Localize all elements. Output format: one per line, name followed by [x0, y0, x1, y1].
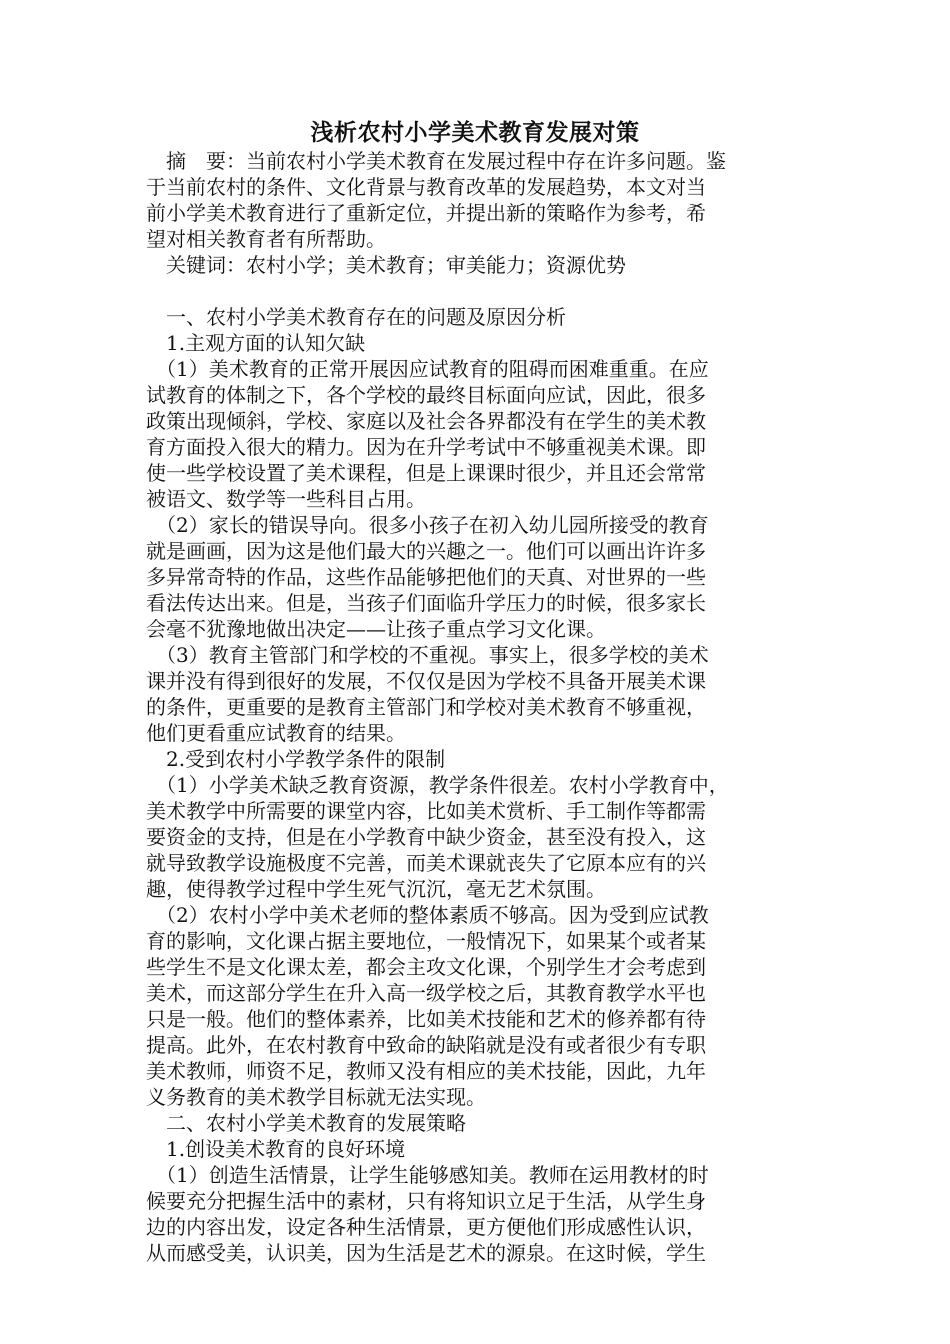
text-line: 望对相关教育者有所帮助。 [146, 227, 386, 251]
text-line: 多异常奇特的作品，这些作品能够把他们的天真、对世界的一些 [146, 565, 706, 589]
text-line: 提高。此外，在农村教育中致命的缺陷就是没有或者很少有专职 [146, 1033, 706, 1057]
text-line: 边的内容出发，设定各种生活情景，更方便他们形成感性认识， [146, 1215, 706, 1239]
text-line: 育的影响，文化课占据主要地位，一般情况下，如果某个或者某 [146, 929, 706, 953]
text-line: 会毫不犹豫地做出决定——让孩子重点学习文化课。 [146, 617, 606, 641]
text-line: 美术教学中所需要的课堂内容，比如美术赏析、手工制作等都需 [146, 799, 706, 823]
text-line: 政策出现倾斜，学校、家庭以及社会各界都没有在学生的美术教 [146, 409, 706, 433]
text-line: 从而感受美，认识美，因为生活是艺术的源泉。在这时候，学生 [146, 1241, 706, 1265]
text-line: 就导致教学设施极度不完善，而美术课就丧失了它原本应有的兴 [146, 851, 706, 875]
text-line: 些学生不是文化课太差，都会主攻文化课，个别学生才会考虑到 [146, 955, 706, 979]
text-line: 要资金的支持，但是在小学教育中缺少资金，甚至没有投入，这 [146, 825, 706, 849]
text-line: （1）创造生活情景，让学生能够感知美。教师在运用教材的时 [146, 1163, 709, 1187]
text-line: 2.受到农村小学教学条件的限制 [146, 747, 446, 771]
text-line: 美术教师，师资不足，教师又没有相应的美术技能，因此，九年 [146, 1059, 706, 1083]
text-line: （1）美术教育的正常开展因应试教育的阻碍而困难重重。在应 [146, 357, 709, 381]
text-line: 一、农村小学美术教育存在的问题及原因分析 [146, 305, 566, 329]
text-line: 摘 要：当前农村小学美术教育在发展过程中存在许多问题。鉴 [146, 149, 726, 173]
text-line: 只是一般。他们的整体素养，比如美术技能和艺术的修养都有待 [146, 1007, 706, 1031]
text-line: 美术，而这部分学生在升入高一级学校之后，其教育教学水平也 [146, 981, 706, 1005]
text-line: 1.创设美术教育的良好环境 [146, 1137, 406, 1161]
text-line: 二、农村小学美术教育的发展策略 [146, 1111, 466, 1135]
text-line: 趣，使得教学过程中学生死气沉沉，毫无艺术氛围。 [146, 877, 606, 901]
text-line: （2）家长的错误导向。很多小孩子在初入幼儿园所接受的教育 [146, 513, 709, 537]
text-line: 关键词：农村小学；美术教育；审美能力；资源优势 [146, 253, 626, 277]
text-line: 就是画画，因为这是他们最大的兴趣之一。他们可以画出许许多 [146, 539, 706, 563]
text-line: 于当前农村的条件、文化背景与教育改革的发展趋势，本文对当 [146, 175, 706, 199]
text-line: 前小学美术教育进行了重新定位，并提出新的策略作为参考，希 [146, 201, 706, 225]
text-line: 候要充分把握生活中的素材，只有将知识立足于生活，从学生身 [146, 1189, 706, 1213]
text-line: 的条件，更重要的是教育主管部门和学校对美术教育不够重视， [146, 695, 706, 719]
text-line: （1）小学美术缺乏教育资源，教学条件很差。农村小学教育中， [146, 773, 729, 797]
text-line: 1.主观方面的认知欠缺 [146, 331, 366, 355]
text-line: 看法传达出来。但是，当孩子们面临升学压力的时候，很多家长 [146, 591, 706, 615]
page-title: 浅析农村小学美术教育发展对策 [310, 119, 640, 146]
text-line: 使一些学校设置了美术课程，但是上课课时很少，并且还会常常 [146, 461, 706, 485]
text-line: 被语文、数学等一些科目占用。 [146, 487, 426, 511]
text-line: 义务教育的美术教学目标就无法实现。 [146, 1085, 486, 1109]
text-line: 育方面投入很大的精力。因为在升学考试中不够重视美术课。即 [146, 435, 706, 459]
text-line: （3）教育主管部门和学校的不重视。事实上，很多学校的美术 [146, 643, 709, 667]
text-line: 课并没有得到很好的发展，不仅仅是因为学校不具备开展美术课 [146, 669, 706, 693]
text-line: 试教育的体制之下，各个学校的最终目标面向应试，因此，很多 [146, 383, 706, 407]
text-line: （2）农村小学中美术老师的整体素质不够高。因为受到应试教 [146, 903, 709, 927]
text-line: 他们更看重应试教育的结果。 [146, 721, 406, 745]
